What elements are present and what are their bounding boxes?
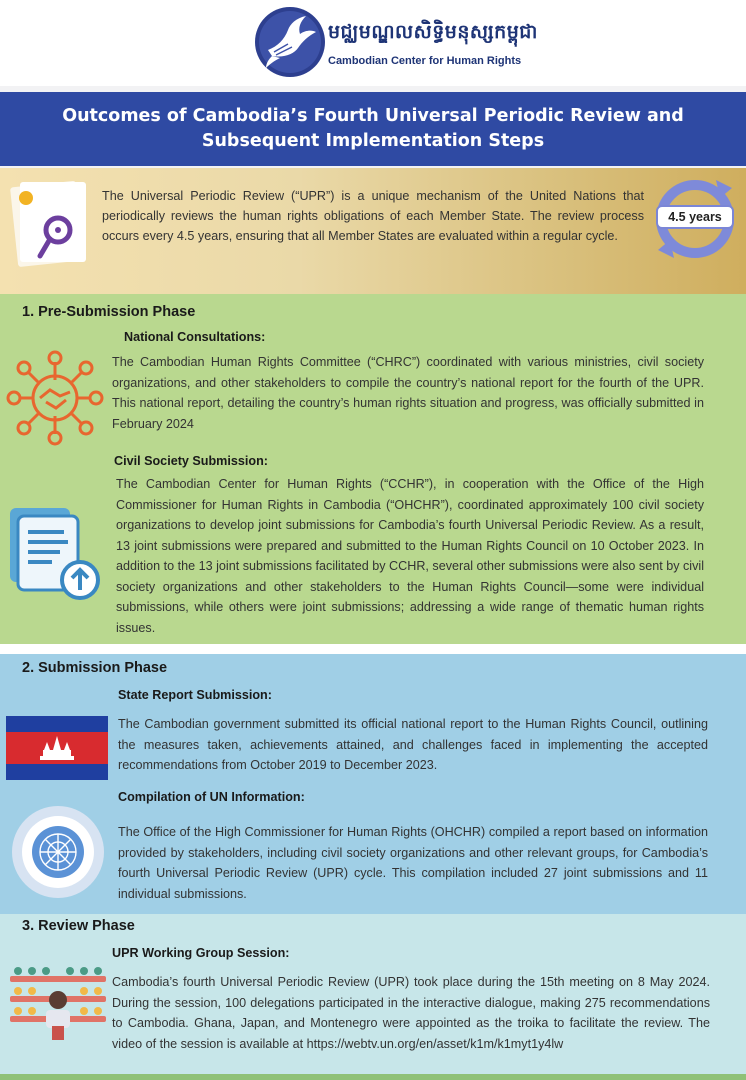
org-khmer-name: មជ្ឈមណ្ឌលសិទ្ធិមនុស្សកម្ពុជា	[328, 21, 538, 43]
section-title-review: 3. Review Phase	[22, 918, 135, 934]
assembly-meeting-icon	[6, 966, 110, 1042]
title-line-2: Subsequent Implementation Steps	[201, 131, 545, 151]
footer-bar	[0, 1074, 746, 1080]
national-consultations-text: The Cambodian Human Rights Committee (“CHRC”) coordinated with various ministries, civil society organizations, and other stakeholders to compile the country’s national report for the fourth of the UPR. This national report, detailing the country’s human rights situation and progress, was officially submitted in February 2024	[112, 355, 704, 431]
intro-text: The Universal Periodic Review (“UPR”) is a unique mechanism of the United Nations that periodically reviews the human rights obligations of each Member State. The review process occurs every 4.5 years, ensuring that all Member States are evaluated within a regular cycle.	[102, 189, 644, 243]
cambodia-flag-icon	[6, 716, 108, 780]
un-emblem-icon	[6, 802, 108, 902]
title-line-1: Outcomes of Cambodia’s Fourth Universal Periodic Review and	[62, 106, 684, 126]
section-divider	[0, 644, 746, 654]
section-title-pre-submission: 1. Pre-Submission Phase	[22, 304, 196, 320]
section-title-submission: 2. Submission Phase	[22, 660, 168, 676]
subtitle-national-consultations: National Consultations:	[124, 330, 266, 344]
subtitle-state-report: State Report Submission:	[118, 688, 272, 702]
document-upload-icon	[8, 504, 106, 602]
state-report-text: The Cambodian government submitted its official national report to the Human Rights Council, outlining the measures taken, achievements attained, and challenges faced in implementing the accepted recommendations from October 2019 to December 2023.	[118, 717, 708, 772]
subtitle-working-group: UPR Working Group Session:	[112, 946, 290, 960]
subtitle-compilation: Compilation of UN Information:	[118, 790, 305, 804]
subtitle-civil-society: Civil Society Submission:	[114, 454, 268, 468]
cycle-label: 4.5 years	[656, 205, 734, 229]
page-title	[20, 104, 726, 154]
magnifier-document-icon	[6, 176, 98, 272]
header	[0, 0, 746, 86]
working-group-text: Cambodia’s fourth Universal Periodic Review (UPR) took place during the 15th meeting on 8 May 2024. During the session, 100 delegations participated in the interactive dialogue, making 275 recommendations to Cambodia. Ghana, Japan, and Montenegro were appointed as the troika to facilitate the review. The video of the session is available at https://webtv.un.org/en/asset/k1m/k1myt1y4lw	[112, 975, 710, 1051]
dove-logo-icon	[254, 6, 326, 78]
civil-society-text: The Cambodian Center for Human Rights (“CCHR”), in cooperation with the Office of the High Commissioner for Human Rights in Cambodia (“OHCHR”), coordinated approximately 100 civil society organizations to develop joint submissions for Cambodia’s fourth Universal Periodic Review. As a result, 13 joint submissions were prepared and submitted to the Human Rights Council on 10 October 2023. In addition to the 13 joint submissions facilitated by CCHR, several other submissions were also sent by civil society organizations and other stakeholders to the Human Rights Council—some were individual submissions, while others were joint submissions; addressing a wide range of thematic human rights issues.	[116, 477, 704, 635]
org-name: Cambodian Center for Human Rights	[328, 55, 522, 67]
compilation-text: The Office of the High Commissioner for Human Rights (OHCHR) compiled a report based on information provided by stakeholders, including civil society organizations and other relevant groups, for Cambodia’s fourth Universal Periodic Review (UPR) cycle. This compilation included 27 joint submissions and 11 individual submissions.	[118, 825, 708, 901]
network-handshake-icon	[6, 350, 104, 446]
